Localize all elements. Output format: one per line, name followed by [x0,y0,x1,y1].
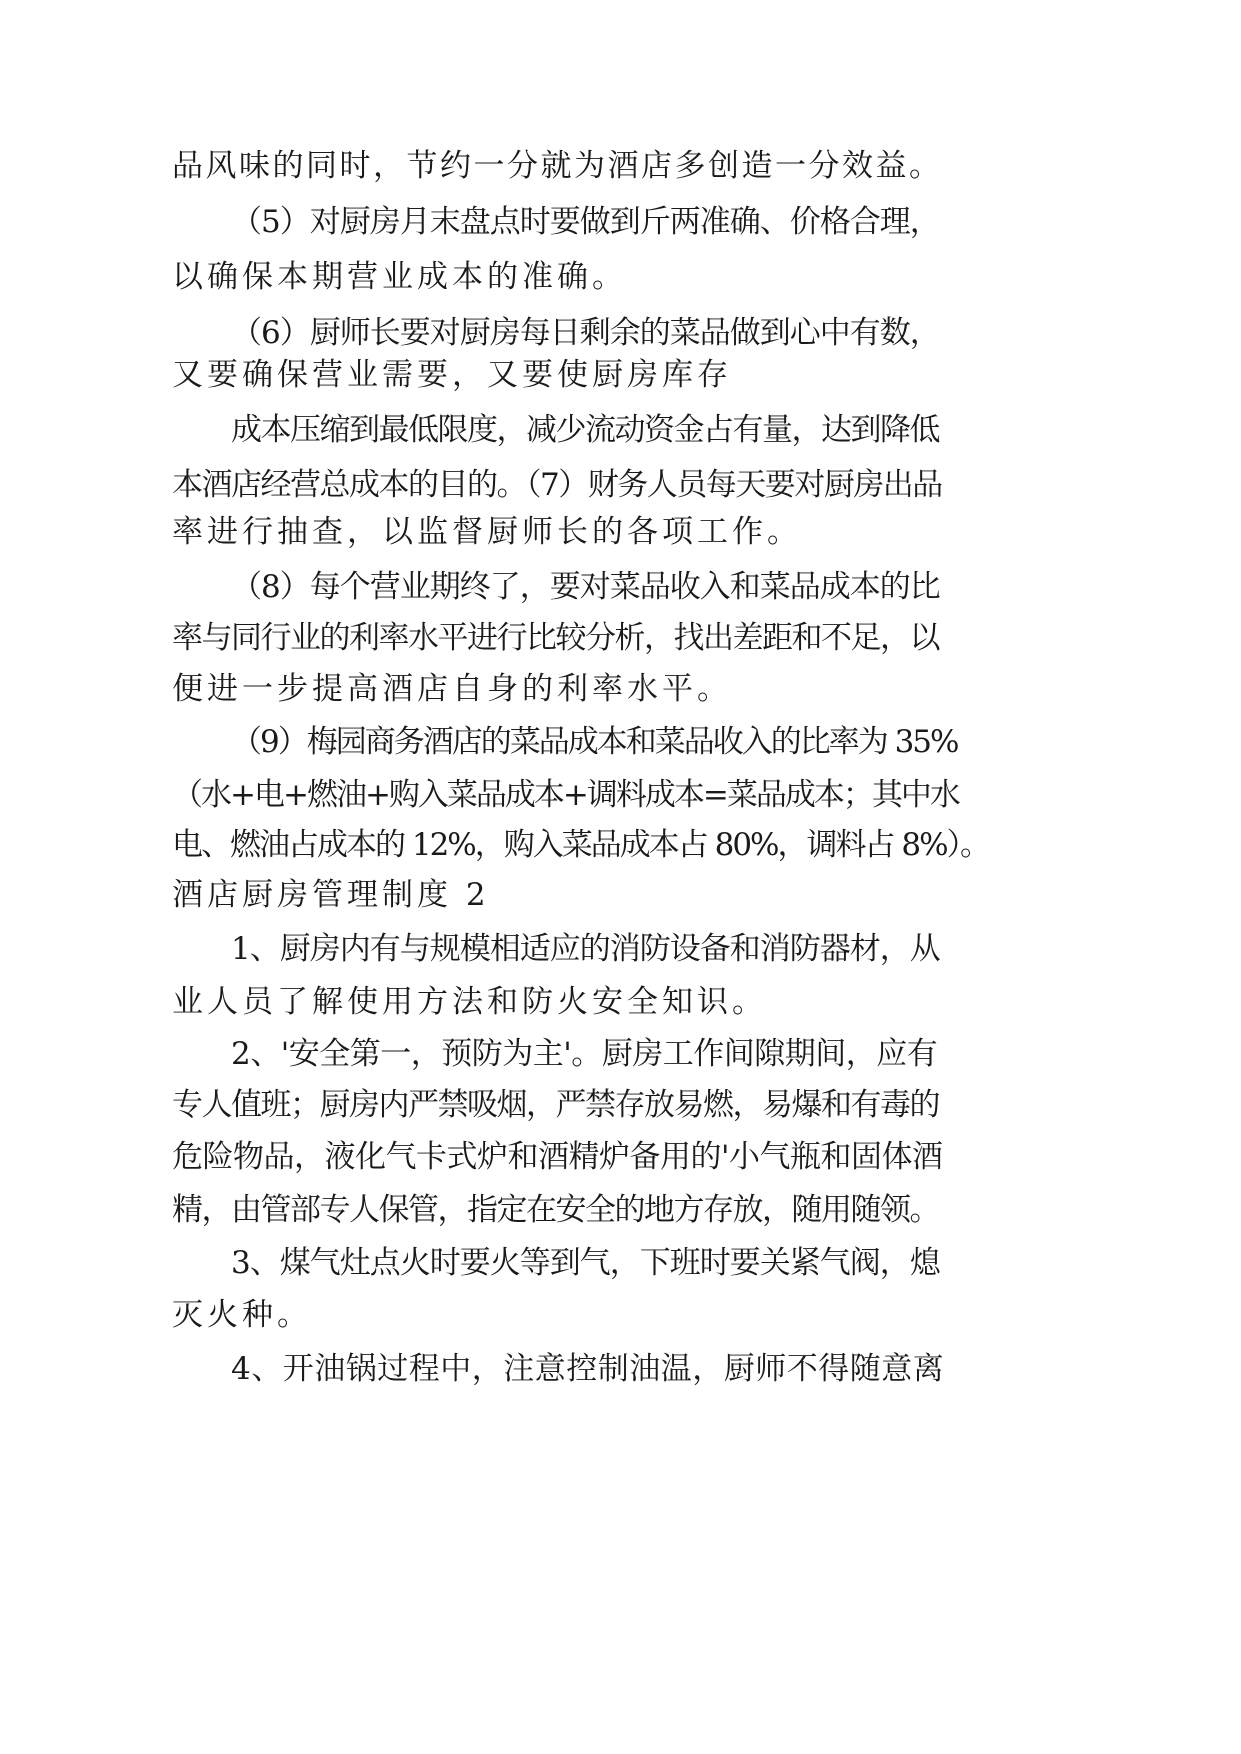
text-line: 本酒店经营总成本的目的。（7）财务人员每天要对厨房出品 [172,467,942,503]
text-line: 又要确保营业需要，又要使厨房库存 [172,357,732,393]
text-line: 精，由管部专人保管，指定在安全的地方存放，随用随领。 [172,1192,939,1228]
text-line: （6）厨师长要对厨房每日剩余的菜品做到心中有数， [231,315,940,351]
text-line: 3、煤气灶点火时要火等到气，下班时要关紧气阀，熄 [231,1245,940,1281]
text-line: 4、开油锅过程中，注意控制油温，厨师不得随意离 [231,1351,945,1387]
text-line: 专人值班；厨房内严禁吸烟，严禁存放易燃，易爆和有毒的 [172,1087,939,1123]
text-line: 以确保本期营业成本的准确。 [172,259,627,295]
text-line: （8）每个营业期终了，要对菜品收入和菜品成本的比 [231,569,940,605]
text-line: （9）梅园商务酒店的菜品成本和菜品收入的比率为 35% [231,724,958,760]
text-line: 危险物品，液化气卡式炉和酒精炉备用的'小气瓶和固体酒 [172,1139,943,1175]
text-line: 率进行抽查，以监督厨师长的各项工作。 [172,514,802,550]
text-line: 灭火种。 [172,1297,312,1333]
text-line: 业人员了解使用方法和防火安全知识。 [172,984,767,1020]
text-line: 1、厨房内有与规模相适应的消防设备和消防器材，从 [231,931,940,967]
text-line: 电、燃油占成本的 12%，购入菜品成本占 80%，调料占 8%）。 [172,827,990,863]
text-line: 品风味的同时，节约一分就为酒店多创造一分效益。 [172,148,943,184]
text-line: （水+电+燃油+购入菜品成本+调料成本=菜品成本；其中水 [172,777,959,813]
text-line: 便进一步提高酒店自身的利率水平。 [172,671,732,707]
text-line: （5）对厨房月末盘点时要做到斤两准确、价格合理， [231,204,940,240]
text-line: 2、'安全第一，预防为主'。厨房工作间隙期间，应有 [231,1036,938,1072]
text-line: 成本压缩到最低限度，减少流动资金占有量，达到降低 [231,412,939,448]
text-line: 率与同行业的利率水平进行比较分析，找出差距和不足，以 [172,620,939,656]
text-line: 酒店厨房管理制度 2 [172,877,490,913]
